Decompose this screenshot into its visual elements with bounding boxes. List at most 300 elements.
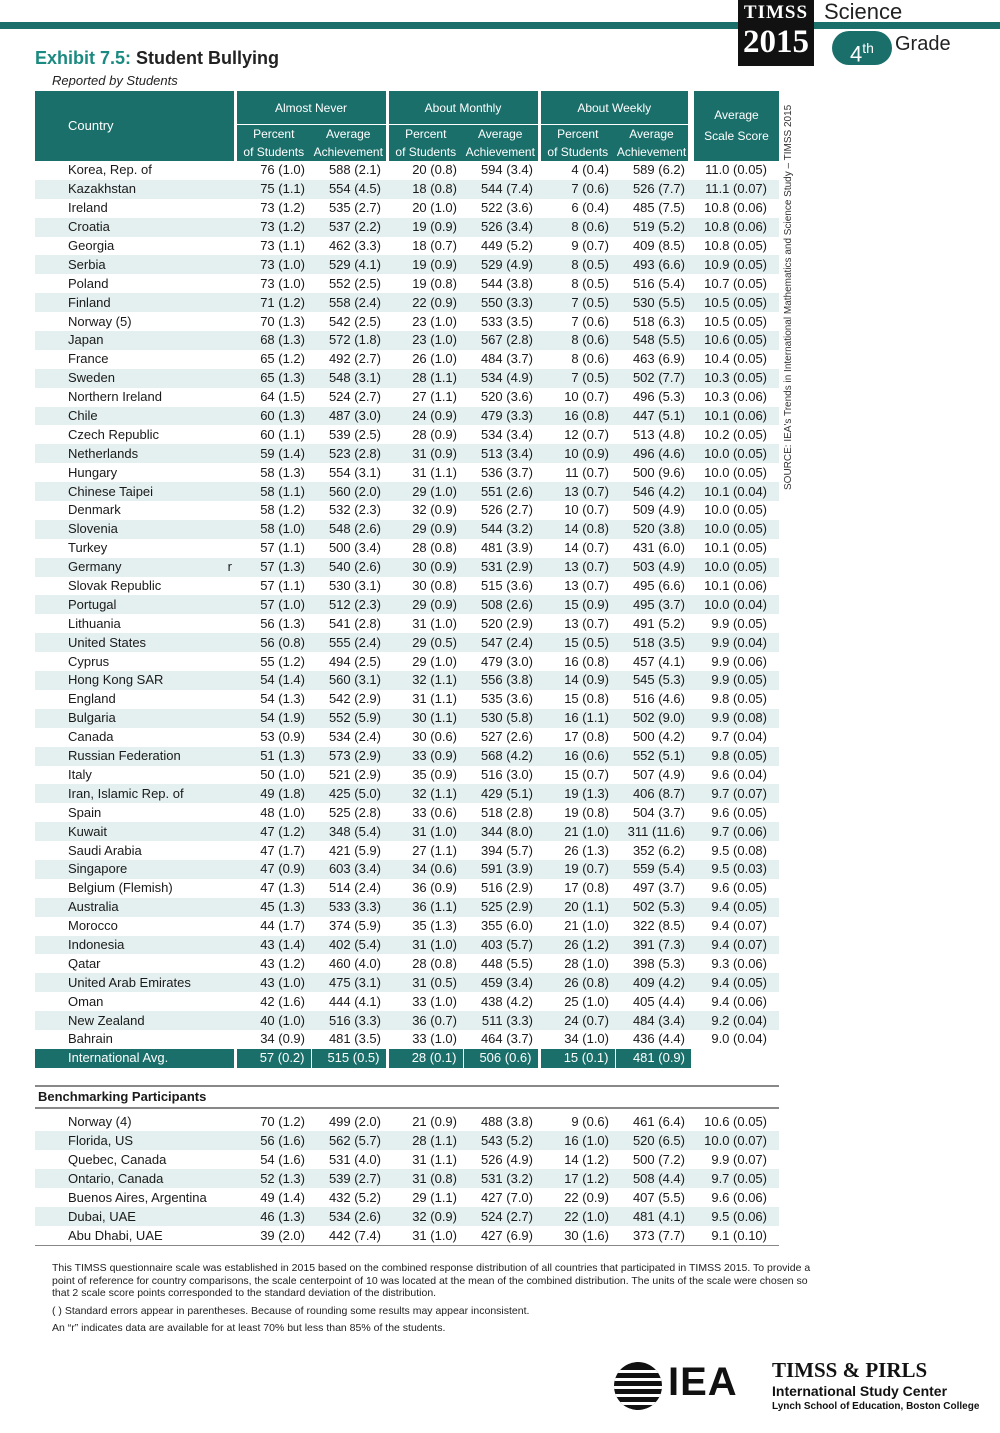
achievement-cell: 427 (6.9) [480, 1227, 533, 1243]
grade-badge: 4th [832, 31, 892, 65]
achievement-cell: 534 (2.4) [328, 729, 381, 745]
percent-cell: 57 (1.0) [235, 595, 311, 614]
percent-cell: 36 (0.7) [387, 1011, 463, 1030]
percent-cell: 68 (1.3) [235, 331, 311, 350]
achievement-cell: 526 (2.7) [480, 502, 533, 518]
percent-cell: 14 (1.2) [564, 1151, 609, 1167]
country-cell: Turkey [68, 540, 108, 556]
achievement-cell: 530 (5.8) [463, 709, 539, 728]
percent-cell: 10 (0.7) [564, 502, 609, 518]
achievement-cell: 522 (3.6) [480, 200, 533, 216]
participant-cell: Florida, US [35, 1131, 235, 1150]
achievement-cell: 531 (2.9) [463, 558, 539, 577]
country-cell: Chinese Taipei [35, 482, 235, 501]
center-subtitle: International Study Center [772, 1383, 948, 1399]
country-cell: Chile [35, 407, 235, 426]
iea-logo: IEA [668, 1360, 738, 1404]
col-achievement: Average Achievement [311, 125, 387, 162]
percent-cell: 30 (0.6) [412, 729, 457, 745]
percent-cell: 28 (0.8) [412, 955, 457, 971]
percent-cell: 73 (1.2) [260, 200, 305, 216]
table-row [35, 255, 779, 274]
percent-cell: 7 (0.6) [539, 180, 615, 199]
achievement-cell: 398 (5.3) [632, 955, 685, 971]
percent-cell: 15 (0.7) [564, 766, 609, 782]
percent-cell: 50 (1.0) [260, 766, 305, 782]
achievement-cell: 373 (7.7) [632, 1227, 685, 1243]
percent-cell: 28 (0.9) [412, 426, 457, 442]
percent-cell: 23 (1.0) [387, 331, 463, 350]
percent-cell: 13 (0.7) [539, 558, 615, 577]
achievement-cell: 542 (2.5) [328, 313, 381, 329]
achievement-cell: 523 (2.8) [311, 444, 387, 463]
achievement-cell: 497 (3.7) [632, 880, 685, 896]
achievement-cell: 534 (4.9) [463, 369, 539, 388]
country-cell: United Arab Emirates [35, 973, 235, 992]
scale-score-cell: 10.1 (0.06) [691, 407, 779, 426]
percent-cell: 8 (0.6) [539, 331, 615, 350]
percent-cell: 44 (1.7) [260, 918, 305, 934]
achievement-cell: 405 (4.4) [632, 993, 685, 1009]
achievement-cell: 543 (5.2) [463, 1131, 539, 1150]
achievement-cell: 494 (2.5) [328, 653, 381, 669]
percent-cell: 20 (1.0) [412, 200, 457, 216]
percent-cell: 15 (0.8) [564, 691, 609, 707]
percent-cell: 24 (0.7) [539, 1011, 615, 1030]
percent-cell: 35 (0.9) [412, 766, 457, 782]
percent-cell: 31 (1.0) [412, 1227, 457, 1243]
table-row [35, 180, 779, 199]
table-row [35, 841, 779, 860]
percent-cell: 29 (1.0) [412, 653, 457, 669]
achievement-cell: 495 (6.6) [632, 578, 685, 594]
table-row [35, 614, 779, 633]
percent-cell: 28 (0.1) [387, 1049, 463, 1068]
achievement-cell: 479 (3.0) [480, 653, 533, 669]
percent-cell: 46 (1.3) [235, 1207, 311, 1226]
col-almost-never: Almost Never [235, 91, 387, 125]
percent-cell: 8 (0.5) [539, 255, 615, 274]
scale-score-cell: 9.5 (0.06) [691, 1207, 779, 1226]
percent-cell: 30 (1.1) [387, 709, 463, 728]
table-row [35, 161, 779, 180]
table-row [35, 709, 779, 728]
percent-cell: 33 (1.0) [412, 1031, 457, 1047]
percent-cell: 27 (1.1) [412, 842, 457, 858]
achievement-cell: 594 (3.4) [480, 162, 533, 178]
achievement-cell: 444 (4.1) [328, 993, 381, 1009]
scale-score-cell: 10.3 (0.05) [691, 369, 779, 388]
col-percent: Percent of Students [539, 125, 615, 162]
table-row [35, 407, 779, 426]
achievement-cell: 344 (8.0) [463, 822, 539, 841]
percent-cell: 43 (1.4) [235, 936, 311, 955]
achievement-cell: 572 (1.8) [311, 331, 387, 350]
percent-cell: 16 (0.8) [564, 653, 609, 669]
country-cell: Qatar [68, 955, 101, 971]
achievement-cell: 515 (3.6) [480, 578, 533, 594]
achievement-cell: 526 (7.7) [615, 180, 691, 199]
achievement-cell: 531 (4.0) [328, 1151, 381, 1167]
scale-score-cell: 9.4 (0.07) [711, 918, 767, 934]
achievement-cell: 588 (2.1) [328, 162, 381, 178]
footnotes [52, 1262, 827, 1340]
percent-cell: 28 (1.0) [564, 955, 609, 971]
percent-cell: 19 (0.8) [564, 804, 609, 820]
col-achievement: Average Achievement [615, 125, 691, 162]
achievement-cell: 488 (3.8) [480, 1113, 533, 1129]
achievement-cell: 503 (4.9) [615, 558, 691, 577]
scale-score-cell: 9.9 (0.05) [691, 671, 779, 690]
achievement-cell: 546 (4.2) [615, 482, 691, 501]
achievement-cell: 355 (6.0) [480, 918, 533, 934]
col-percent: Percent of Students [387, 125, 463, 162]
country-cell: Cyprus [68, 653, 110, 669]
achievement-cell: 525 (2.8) [328, 804, 381, 820]
table-row [35, 1169, 779, 1188]
achievement-cell: 530 (3.1) [328, 578, 381, 594]
achievement-cell: 539 (2.7) [311, 1169, 387, 1188]
percent-cell: 32 (0.9) [412, 502, 457, 518]
col-about-monthly: About Monthly [387, 91, 539, 125]
percent-cell: 31 (1.1) [412, 691, 457, 707]
achievement-cell: 516 (3.0) [480, 766, 533, 782]
percent-cell: 8 (0.6) [539, 218, 615, 237]
percent-cell: 49 (1.8) [235, 784, 311, 803]
table-row [35, 444, 779, 463]
achievement-cell: 502 (9.0) [615, 709, 691, 728]
note-r: An “r” indicates data are available for at least 70% but less than 85% of the students. [52, 1322, 446, 1334]
scale-score-cell: 9.0 (0.04) [711, 1031, 767, 1047]
achievement-cell: 603 (3.4) [311, 860, 387, 879]
country-cell: Germany r [35, 558, 235, 577]
achievement-cell: 558 (2.4) [311, 293, 387, 312]
table-row [35, 784, 779, 803]
percent-cell: 33 (0.6) [412, 804, 457, 820]
table-row [35, 992, 779, 1011]
percent-cell: 33 (1.0) [412, 993, 457, 1009]
scale-score-cell: 10.0 (0.05) [691, 520, 779, 539]
table-row [35, 1150, 779, 1169]
percent-cell: 54 (1.6) [260, 1151, 305, 1167]
percent-cell: 59 (1.4) [235, 444, 311, 463]
achievement-cell: 457 (4.1) [632, 653, 685, 669]
achievement-cell: 524 (2.7) [328, 389, 381, 405]
scale-score-cell: 10.3 (0.06) [704, 389, 767, 405]
achievement-cell: 568 (4.2) [463, 747, 539, 766]
achievement-cell: 520 (2.9) [480, 615, 533, 631]
achievement-cell: 509 (4.9) [632, 502, 685, 518]
achievement-cell: 407 (5.5) [632, 1189, 685, 1205]
scale-score-cell: 9.8 (0.05) [691, 747, 779, 766]
table-row [35, 766, 779, 785]
achievement-cell: 485 (7.5) [632, 200, 685, 216]
percent-cell: 16 (0.6) [539, 747, 615, 766]
achievement-cell: 425 (5.0) [311, 784, 387, 803]
participant-cell: Dubai, UAE [35, 1207, 235, 1226]
percent-cell: 34 (1.0) [564, 1031, 609, 1047]
scale-score-cell: 10.0 (0.05) [691, 558, 779, 577]
achievement-cell: 459 (3.4) [463, 973, 539, 992]
table-row [35, 293, 779, 312]
scale-score-cell: 9.9 (0.04) [691, 633, 779, 652]
achievement-cell: 527 (2.6) [480, 729, 533, 745]
achievement-cell: 548 (3.1) [311, 369, 387, 388]
percent-cell: 4 (0.4) [571, 162, 609, 178]
table-row [35, 822, 779, 841]
achievement-cell: 516 (5.4) [632, 275, 685, 291]
percent-cell: 22 (1.0) [539, 1207, 615, 1226]
table-row [35, 1030, 779, 1049]
scale-score-cell: 9.6 (0.04) [711, 766, 767, 782]
achievement-cell: 552 (2.5) [328, 275, 381, 291]
percent-cell: 75 (1.1) [235, 180, 311, 199]
percent-cell: 7 (0.5) [539, 293, 615, 312]
percent-cell: 56 (0.8) [235, 633, 311, 652]
percent-cell: 71 (1.2) [235, 293, 311, 312]
achievement-cell: 548 (5.5) [615, 331, 691, 350]
scale-score-cell: 9.7 (0.06) [691, 822, 779, 841]
achievement-cell: 567 (2.8) [463, 331, 539, 350]
percent-cell: 54 (1.4) [235, 671, 311, 690]
participant-cell: Quebec, Canada [68, 1151, 167, 1167]
scale-score-cell: 9.4 (0.07) [691, 936, 779, 955]
achievement-cell: 500 (4.2) [632, 729, 685, 745]
percent-cell: 49 (1.4) [260, 1189, 305, 1205]
country-cell: Italy [68, 766, 92, 782]
achievement-cell: 462 (3.3) [328, 238, 381, 253]
table-row [35, 595, 779, 614]
country-cell: Kuwait [35, 822, 235, 841]
scale-score-cell: 9.2 (0.04) [691, 1011, 779, 1030]
col-percent: Percent of Students [235, 125, 311, 162]
achievement-cell: 555 (2.4) [311, 633, 387, 652]
achievement-cell: 521 (2.9) [328, 766, 381, 782]
achievement-cell: 504 (3.7) [632, 804, 685, 820]
table-row [35, 539, 779, 558]
percent-cell: 33 (0.9) [387, 747, 463, 766]
percent-cell: 60 (1.1) [260, 426, 305, 442]
percent-cell: 17 (0.8) [564, 729, 609, 745]
percent-cell: 73 (1.0) [235, 255, 311, 274]
achievement-cell: 500 (7.2) [632, 1151, 685, 1167]
percent-cell: 31 (1.1) [412, 1151, 457, 1167]
country-cell: Indonesia [35, 936, 235, 955]
table-row [35, 274, 779, 293]
country-cell: Russian Federation [35, 747, 235, 766]
table-row [35, 1011, 779, 1030]
achievement-cell: 496 (5.3) [632, 389, 685, 405]
country-cell: Portugal [35, 595, 235, 614]
percent-cell: 29 (1.1) [412, 1189, 457, 1205]
percent-cell: 21 (1.0) [564, 918, 609, 934]
data-table [35, 91, 779, 1068]
percent-cell: 15 (0.5) [539, 633, 615, 652]
percent-cell: 31 (0.8) [387, 1169, 463, 1188]
scale-score-cell: 10.8 (0.06) [691, 218, 779, 237]
percent-cell: 43 (1.0) [235, 973, 311, 992]
percent-cell: 34 (0.6) [387, 860, 463, 879]
achievement-cell: 512 (2.3) [311, 595, 387, 614]
percent-cell: 7 (0.5) [539, 369, 615, 388]
table-row [35, 633, 779, 652]
achievement-cell: 463 (6.9) [632, 351, 685, 367]
percent-cell: 31 (1.1) [412, 464, 457, 480]
table-row [35, 1207, 779, 1226]
percent-cell: 36 (1.1) [387, 898, 463, 917]
percent-cell: 14 (0.8) [539, 520, 615, 539]
page-subtitle: Reported by Students [52, 73, 178, 88]
country-cell: Kazakhstan [35, 180, 235, 199]
achievement-cell: 461 (6.4) [632, 1113, 685, 1129]
country-cell: Morocco [68, 918, 118, 934]
scale-score-cell: 10.0 (0.05) [691, 444, 779, 463]
percent-cell: 42 (1.6) [260, 993, 305, 1009]
achievement-cell: 520 (3.8) [615, 520, 691, 539]
table-row [35, 671, 779, 690]
achievement-cell: 526 (3.4) [463, 218, 539, 237]
table-row [35, 1226, 779, 1245]
achievement-cell: 394 (5.7) [480, 842, 533, 858]
table-row [35, 577, 779, 596]
table-row [35, 312, 779, 331]
table-row [35, 350, 779, 369]
percent-cell: 29 (0.9) [387, 595, 463, 614]
scale-score-cell: 10.6 (0.05) [691, 331, 779, 350]
achievement-cell: 311 (11.6) [615, 822, 691, 841]
achievement-cell: 481 (4.1) [615, 1207, 691, 1226]
table-row [35, 501, 779, 520]
achievement-cell: 500 (3.4) [328, 540, 381, 556]
country-cell: Slovenia [35, 520, 235, 539]
percent-cell: 21 (1.0) [539, 822, 615, 841]
achievement-cell: 539 (2.5) [328, 426, 381, 442]
percent-cell: 22 (0.9) [387, 293, 463, 312]
percent-cell: 20 (1.1) [539, 898, 615, 917]
percent-cell: 31 (1.0) [387, 822, 463, 841]
percent-cell: 31 (0.9) [387, 444, 463, 463]
scale-score-cell: 10.1 (0.05) [704, 540, 767, 556]
achievement-cell: 552 (5.9) [311, 709, 387, 728]
percent-cell: 54 (1.3) [260, 691, 305, 707]
timss-logo: TIMSS 2015 [738, 0, 814, 66]
achievement-cell: 409 (8.5) [632, 238, 685, 253]
percent-cell: 12 (0.7) [564, 426, 609, 442]
scale-score-cell: 10.5 (0.05) [704, 313, 767, 329]
country-cell: Bulgaria [35, 709, 235, 728]
percent-cell: 21 (0.9) [412, 1113, 457, 1129]
achievement-cell: 518 (2.8) [480, 804, 533, 820]
iea-globe-icon [614, 1362, 662, 1410]
table-row [35, 558, 779, 577]
percent-cell: 26 (1.2) [539, 936, 615, 955]
achievement-cell: 508 (4.4) [615, 1169, 691, 1188]
percent-cell: 73 (1.2) [235, 218, 311, 237]
achievement-cell: 511 (3.3) [463, 1011, 539, 1030]
achievement-cell: 429 (5.1) [463, 784, 539, 803]
achievement-cell: 545 (5.3) [615, 671, 691, 690]
country-cell: Canada [68, 729, 114, 745]
percent-cell: 14 (0.7) [564, 540, 609, 556]
scale-score-cell: 9.6 (0.05) [711, 880, 767, 896]
achievement-cell: 524 (2.7) [463, 1207, 539, 1226]
percent-cell: 60 (1.3) [235, 407, 311, 426]
achievement-cell: 479 (3.3) [463, 407, 539, 426]
achievement-cell: 481 (3.9) [480, 540, 533, 556]
table-row [35, 1131, 779, 1150]
scale-score-cell: 9.5 (0.08) [711, 842, 767, 858]
table-row [35, 728, 779, 747]
percent-cell: 47 (1.3) [260, 880, 305, 896]
country-cell: Oman [68, 993, 104, 1009]
table-row [35, 199, 779, 218]
percent-cell: 48 (1.0) [260, 804, 305, 820]
achievement-cell: 406 (8.7) [615, 784, 691, 803]
col-achievement: Average Achievement [463, 125, 539, 162]
scale-score-cell: 9.8 (0.05) [711, 691, 767, 707]
achievement-cell: 447 (5.1) [615, 407, 691, 426]
achievement-cell: 475 (3.1) [311, 973, 387, 992]
percent-cell: 56 (1.6) [235, 1131, 311, 1150]
percent-cell: 57 (0.2) [235, 1049, 311, 1068]
achievement-cell: 547 (2.4) [463, 633, 539, 652]
percent-cell: 29 (0.9) [387, 520, 463, 539]
scale-score-cell: 9.4 (0.05) [691, 973, 779, 992]
empty-cell [691, 1049, 779, 1068]
scale-score-cell: 10.0 (0.05) [704, 502, 767, 518]
percent-cell: 26 (1.0) [412, 351, 457, 367]
table-row [35, 879, 779, 898]
percent-cell: 27 (1.1) [412, 389, 457, 405]
achievement-cell: 515 (0.5) [311, 1049, 387, 1068]
percent-cell: 28 (1.1) [387, 1131, 463, 1150]
scale-score-cell: 10.0 (0.04) [691, 595, 779, 614]
country-cell: Sweden [35, 369, 235, 388]
percent-cell: 51 (1.3) [235, 747, 311, 766]
table-row [35, 331, 779, 350]
achievement-cell: 502 (7.7) [615, 369, 691, 388]
achievement-cell: 533 (3.5) [480, 313, 533, 329]
col-avg-scale: Average Scale Score [691, 91, 779, 161]
percent-cell: 30 (0.9) [387, 558, 463, 577]
percent-cell: 35 (1.3) [412, 918, 457, 934]
achievement-cell: 589 (6.2) [632, 162, 685, 178]
achievement-cell: 536 (3.7) [480, 464, 533, 480]
percent-cell: 8 (0.5) [571, 275, 609, 291]
country-cell: Iran, Islamic Rep. of [35, 784, 235, 803]
percent-cell: 52 (1.3) [235, 1169, 311, 1188]
achievement-cell: 537 (2.2) [311, 218, 387, 237]
col-about-weekly: About Weekly [539, 91, 691, 125]
percent-cell: 45 (1.3) [235, 898, 311, 917]
percent-cell: 64 (1.5) [260, 389, 305, 405]
scale-score-cell: 10.4 (0.05) [704, 351, 767, 367]
table-row [35, 803, 779, 822]
country-cell: Belgium (Flemish) [68, 880, 173, 896]
country-cell: Spain [68, 804, 102, 820]
scale-score-cell: 9.6 (0.06) [711, 1189, 767, 1205]
table-row [35, 482, 779, 501]
achievement-cell: 499 (2.0) [328, 1113, 381, 1129]
achievement-cell: 544 (3.2) [463, 520, 539, 539]
scale-score-cell: 10.9 (0.05) [691, 255, 779, 274]
achievement-cell: 560 (3.1) [311, 671, 387, 690]
achievement-cell: 513 (4.8) [632, 426, 685, 442]
scale-score-cell: 9.7 (0.07) [691, 784, 779, 803]
percent-cell: 73 (1.0) [260, 275, 305, 291]
percent-cell: 31 (1.0) [412, 615, 457, 631]
country-cell: Hong Kong SAR [35, 671, 235, 690]
